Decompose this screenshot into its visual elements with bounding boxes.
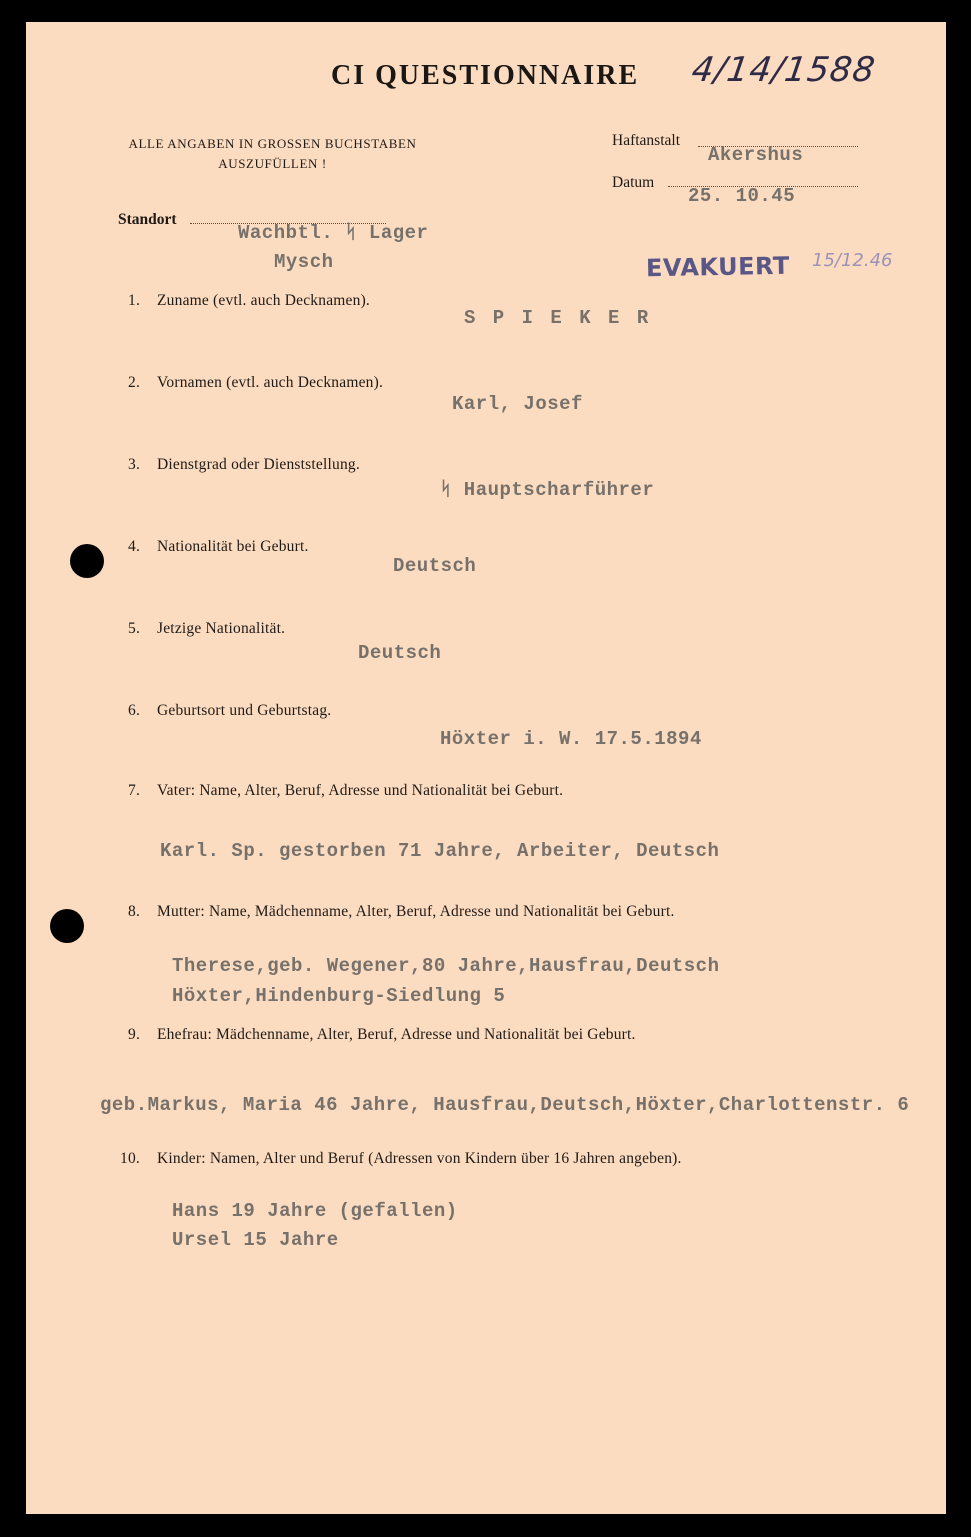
question-8-label: Mutter: Name, Mädchenname, Alter, Beruf, Adresse und Nationalität bei Geburt. <box>157 903 675 920</box>
form-title: CI QUESTIONNAIRE <box>331 60 640 91</box>
question-10-answer-line-1: Hans 19 Jahre (gefallen) <box>172 1200 458 1222</box>
haftanstalt-label: Haftanstalt <box>612 132 681 149</box>
question-10-answer-line-2: Ursel 15 Jahre <box>172 1229 339 1251</box>
evakuert-stamp: EVAKUERT <box>645 251 790 283</box>
standort-label: Standort <box>118 211 177 228</box>
question-4-answer: Deutsch <box>393 555 477 577</box>
question-6-label: Geburtsort und Geburtstag. <box>157 702 332 719</box>
question-1-number: 1. <box>128 292 141 309</box>
form-sheet <box>26 22 946 1514</box>
question-9-answer: geb.Markus, Maria 46 Jahre, Hausfrau,Deutsch,Höxter,Charlottenstr. 6 <box>100 1094 910 1116</box>
question-2-number: 2. <box>128 374 141 391</box>
question-7-number: 7. <box>128 782 141 799</box>
question-10-number: 10. <box>120 1150 140 1167</box>
question-8-answer-line-2: Höxter,Hindenburg-Siedlung 5 <box>172 985 506 1007</box>
standort-value-line-2: Mysch <box>274 251 334 273</box>
question-1-answer: S P I E K E R <box>464 307 652 329</box>
datum-label: Datum <box>612 174 655 191</box>
question-1-label: Zuname (evtl. auch Decknamen). <box>157 292 371 309</box>
question-3-answer: ᛋ Hauptscharführer <box>440 479 655 501</box>
question-9-label: Ehefrau: Mädchenname, Alter, Beruf, Adresse und Nationalität bei Geburt. <box>157 1026 636 1043</box>
question-5-answer: Deutsch <box>358 642 442 664</box>
question-8-answer-line-1: Therese,geb. Wegener,80 Jahre,Hausfrau,Deutsch <box>172 955 720 977</box>
question-8-number: 8. <box>128 903 141 920</box>
handwritten-file-number: 4/14/1588 <box>689 50 879 90</box>
question-3-number: 3. <box>128 456 141 473</box>
punch-hole-top <box>70 544 104 578</box>
question-7-answer: Karl. Sp. gestorben 71 Jahre, Arbeiter, Deutsch <box>160 840 720 862</box>
question-4-number: 4. <box>128 538 141 555</box>
instruction-line-2: AUSZUFÜLLEN ! <box>218 156 327 171</box>
standort-value-line-1: Wachbtl. ᛋ Lager <box>238 222 429 244</box>
instruction-line-1: ALLE ANGABEN IN GROSSEN BUCHSTABEN <box>128 136 417 151</box>
question-6-number: 6. <box>128 702 141 719</box>
question-5-label: Jetzige Nationalität. <box>157 620 286 637</box>
question-10-label: Kinder: Namen, Alter und Beruf (Adressen von Kindern über 16 Jahren angeben). <box>157 1150 682 1167</box>
question-2-label: Vornamen (evtl. auch Decknamen). <box>157 374 384 391</box>
question-7-label: Vater: Name, Alter, Beruf, Adresse und Nationalität bei Geburt. <box>157 782 564 799</box>
haftanstalt-value: Akershus <box>708 144 804 166</box>
stamp-handwritten-date: 15/12.46 <box>812 250 893 271</box>
datum-value: 25. 10.45 <box>688 185 796 207</box>
instruction-text <box>100 134 445 174</box>
punch-hole-bottom <box>50 909 84 943</box>
question-6-answer: Höxter i. W. 17.5.1894 <box>440 728 702 750</box>
question-2-answer: Karl, Josef <box>452 393 583 415</box>
question-5-number: 5. <box>128 620 141 637</box>
question-3-label: Dienstgrad oder Dienststellung. <box>157 456 360 473</box>
question-9-number: 9. <box>128 1026 141 1043</box>
question-4-label: Nationalität bei Geburt. <box>157 538 309 555</box>
